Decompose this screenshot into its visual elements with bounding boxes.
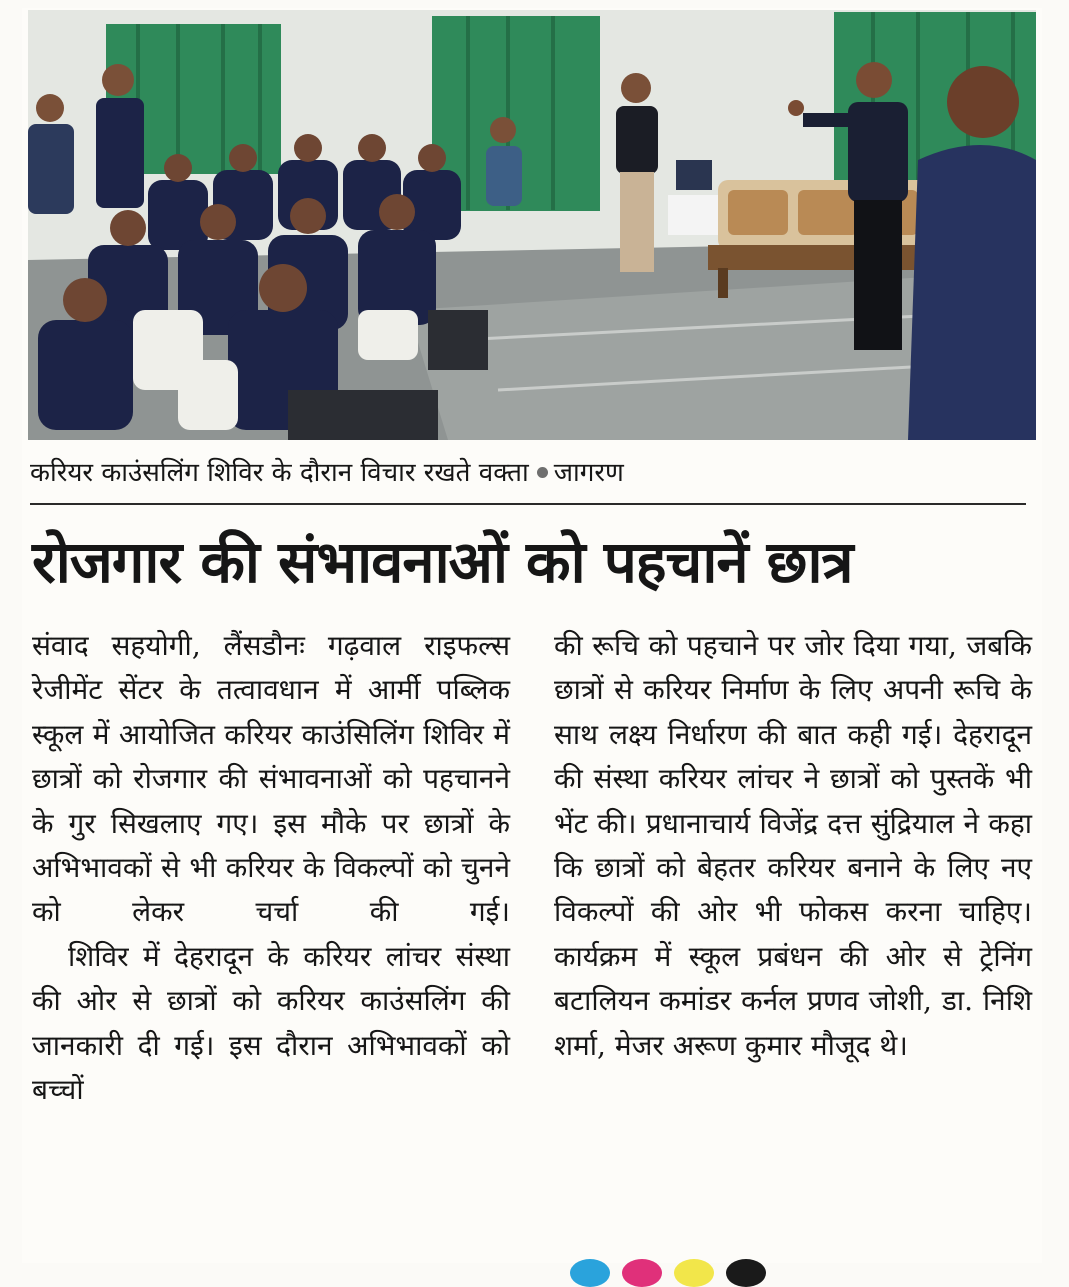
divider-rule: [30, 503, 1026, 505]
newspaper-clipping: [22, 8, 1042, 1263]
article-paragraph: की रूचि को पहचाने पर जोर दिया गया, जबकि छात्रों से करियर निर्माण के लिए अपनी रूचि के साथ लक्ष्य निर्धारण की बात कही गई। देहरादून की संस्था करियर लांचर ने छात्रों को पुस्तकें भी भेंट की। प्रधानाचार्य विजेंद्र दत्त सुंद्रियाल ने कहा कि छात्रों को बेहतर करियर बनाने के लिए नए विकल्पों की ओर भी फोकस करना चाहिए। कार्यक्रम में स्कूल प्रबंधन की ओर से ट्रेनिंग बटालियन कमांडर कर्नल प्रणव जोशी, डा. निशि शर्मा, मेजर अरूण कुमार मौजूद थे।: [554, 629, 1032, 1062]
registration-mark-magenta: [622, 1259, 662, 1287]
article-column-right: [554, 624, 1032, 1068]
registration-mark-cyan: [570, 1259, 610, 1287]
registration-mark-yellow: [674, 1259, 714, 1287]
photo-caption: [30, 456, 1030, 490]
headline: रोजगार की संभावनाओं को पहचानें छात्र: [32, 528, 853, 596]
caption-credit: जागरण: [553, 458, 624, 488]
news-photo: [28, 10, 1036, 440]
article-paragraph: शिविर में देहरादून के करियर लांचर संस्था की ओर से छात्रों को करियर काउंसलिंग की जानकारी दी गई। इस दौरान अभिभावकों को बच्चों: [32, 939, 510, 1107]
article-paragraph: संवाद सहयोगी, लैंसडौनः गढ़वाल राइफल्स रेजीमेंट सेंटर के तत्वावधान में आर्मी पब्लिक स्कूल में आयोजित करियर काउंसिलिंग शिविर में छात्रों को रोजगार की संभावनाओं को पहचानने के गुर सिखलाए गए। इस मौके पर छात्रों के अभिभावकों से भी करियर के विकल्पों को चुनने को लेकर चर्चा की गई।: [32, 629, 510, 929]
bullet-dot-icon: [537, 467, 548, 478]
caption-text: करियर काउंसलिंग शिविर के दौरान विचार रखते वक्ता: [30, 458, 529, 488]
article-column-left: [32, 624, 510, 1112]
photo-illustration: [28, 10, 1036, 440]
registration-mark-black: [726, 1259, 766, 1287]
